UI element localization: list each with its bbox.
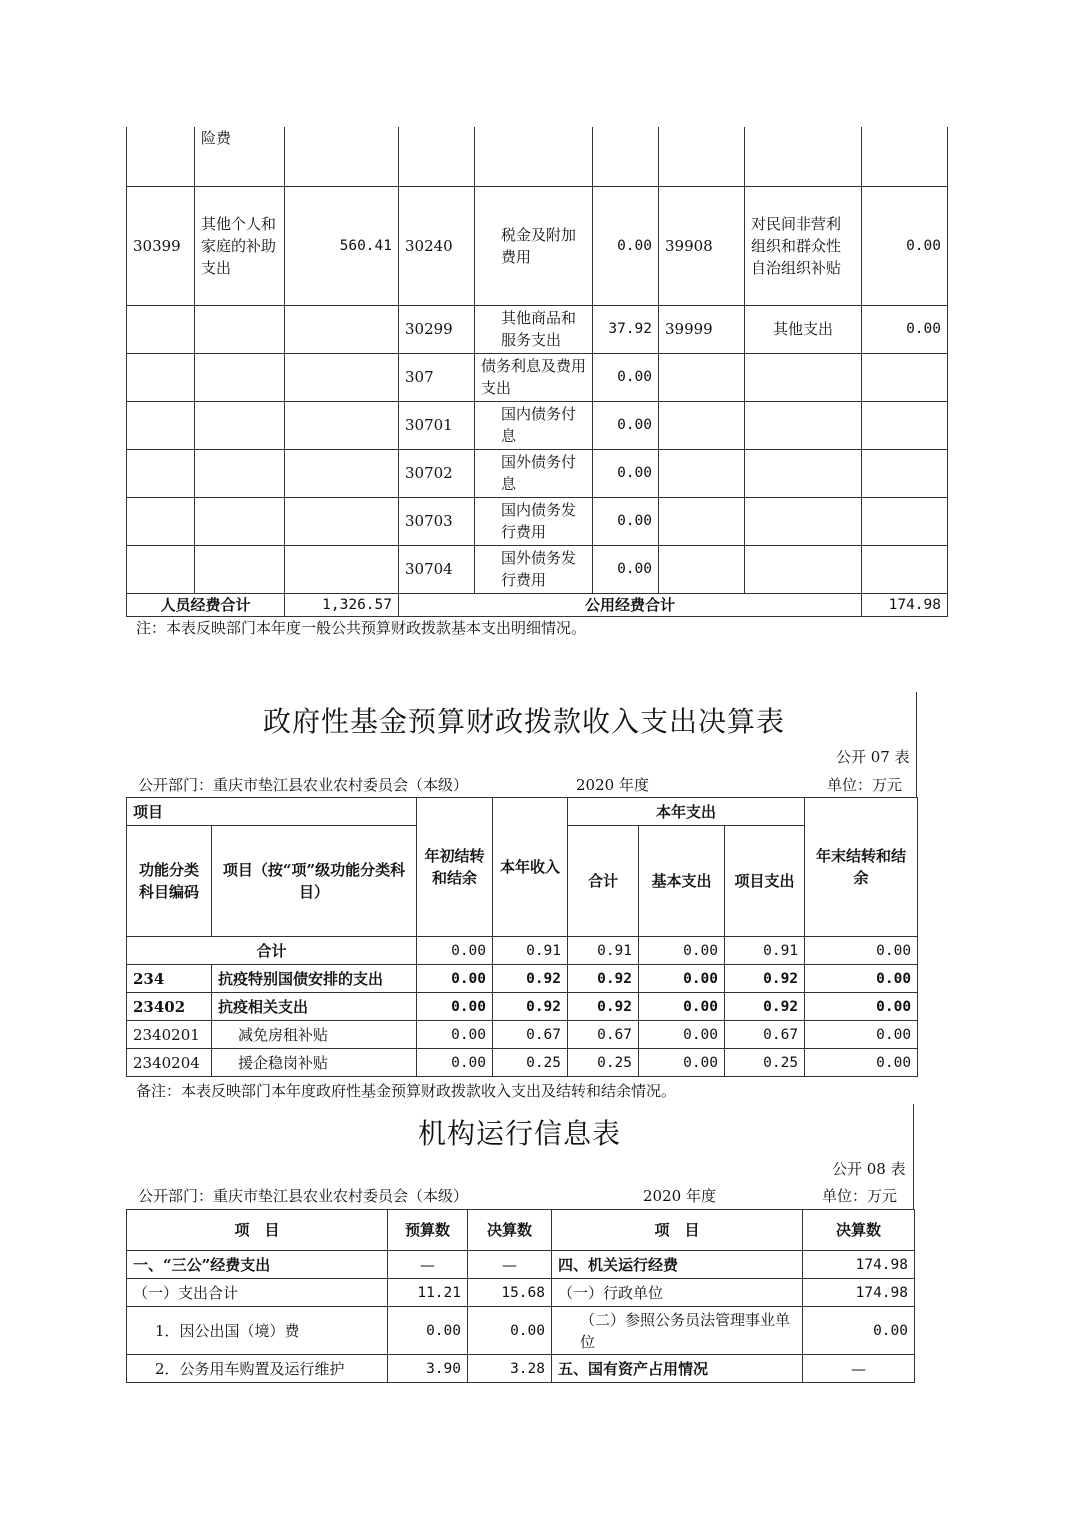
table-row (127, 186, 948, 305)
cell-begin: 0.00 (417, 1021, 493, 1049)
cell-begin: 0.00 (417, 993, 493, 1021)
header-budget: 预算数 (388, 1210, 468, 1251)
header-project: 项目支出 (725, 826, 805, 937)
header-final: 决算数 (468, 1210, 552, 1251)
table-row (127, 1355, 915, 1383)
personnel-total-value: 1,326.57 (285, 593, 399, 616)
cell-code (127, 545, 195, 593)
cell-item: 一、“三公”经费支出 (127, 1251, 388, 1279)
table-row (127, 993, 918, 1021)
cell-name: 债务利息及费用支出 (475, 353, 593, 401)
cell-total: 0.92 (568, 965, 639, 993)
cell-income: 0.67 (493, 1021, 568, 1049)
cell-name (195, 353, 285, 401)
cell-amount: 0.00 (593, 449, 659, 497)
cell-budget: 0.00 (388, 1307, 468, 1355)
cell-name: 抗疫特别国债安排的支出 (212, 965, 417, 993)
cell-amount: 0.00 (593, 186, 659, 305)
cell-item: 四、机关运行经费 (552, 1251, 803, 1279)
cell-begin: 0.00 (417, 1049, 493, 1077)
cell-amount (862, 353, 948, 401)
cell-income: 0.92 (493, 965, 568, 993)
cell-total: 0.67 (568, 1021, 639, 1049)
cell-name: 援企稳岗补贴 (212, 1049, 417, 1077)
cell-budget: — (388, 1251, 468, 1279)
cell-amount: 0.00 (593, 497, 659, 545)
cell-amount (285, 449, 399, 497)
table-number: 公开 07 表 (836, 748, 910, 766)
cell-begin: 0.00 (417, 965, 493, 993)
cell-name: 减免房租补贴 (212, 1021, 417, 1049)
table-row (127, 965, 918, 993)
cell-name: 抗疫相关支出 (212, 993, 417, 1021)
cell-end: 0.00 (805, 1049, 918, 1077)
cell-basic: 0.00 (639, 1021, 725, 1049)
cell-code: 30702 (399, 449, 475, 497)
header-income: 本年收入 (493, 798, 568, 937)
cell-item: （一）支出合计 (127, 1279, 388, 1307)
cell-final: 174.98 (803, 1279, 915, 1307)
cell-name (745, 497, 862, 545)
cell-name: 其他个人和家庭的补助支出 (195, 186, 285, 305)
cell-name (745, 401, 862, 449)
table-row (127, 1021, 918, 1049)
cell-name (745, 449, 862, 497)
cell-end: 0.00 (805, 937, 918, 965)
cell-item: 1．因公出国（境）费 (127, 1307, 388, 1355)
cell-code (127, 305, 195, 353)
total-label: 合计 (127, 937, 417, 965)
cell-amount (285, 127, 399, 186)
cell-code (659, 401, 745, 449)
cell-amount: 0.00 (593, 401, 659, 449)
cell-amount (285, 353, 399, 401)
cell-name (475, 127, 593, 186)
cell-code: 2340204 (127, 1049, 212, 1077)
cell-code (659, 449, 745, 497)
table-row (127, 127, 948, 186)
cell-project: 0.25 (725, 1049, 805, 1077)
cell-amount: 0.00 (593, 353, 659, 401)
cell-amount: 560.41 (285, 186, 399, 305)
table-row (127, 1307, 915, 1355)
cell-project: 0.92 (725, 993, 805, 1021)
cell-name: 国外债务付息 (475, 449, 593, 497)
cell-name: 税金及附加费用 (475, 186, 593, 305)
cell-item: 2．公务用车购置及运行维护 (127, 1355, 388, 1383)
cell-code: 30704 (399, 545, 475, 593)
cell-code: 30240 (399, 186, 475, 305)
cell-code (659, 353, 745, 401)
cell-income: 0.25 (493, 1049, 568, 1077)
cell-project: 0.67 (725, 1021, 805, 1049)
basic-expenditure-detail-table (126, 127, 948, 617)
header-expense: 本年支出 (568, 798, 805, 826)
cell-end: 0.00 (805, 993, 918, 1021)
cell-code (127, 401, 195, 449)
cell-amount (862, 449, 948, 497)
table-row (127, 449, 948, 497)
header-begin-balance: 年初结转和结余 (417, 798, 493, 937)
table-row (127, 937, 918, 965)
cell-final: — (803, 1355, 915, 1383)
header-name: 项目（按“项”级功能分类科目） (212, 826, 417, 937)
cell-amount: 0.00 (593, 545, 659, 593)
page-title: 机构运行信息表 (418, 1117, 622, 1150)
cell-end: 0.00 (805, 1021, 918, 1049)
cell-amount: 37.92 (593, 305, 659, 353)
cell-final: 174.98 (803, 1251, 915, 1279)
cell-name: 国外债务发行费用 (475, 545, 593, 593)
header-end-balance: 年末结转和结余 (805, 798, 918, 937)
table-row (127, 1251, 915, 1279)
table-note: 注：本表反映部门本年度一般公共预算财政拨款基本支出明细情况。 (136, 619, 587, 637)
cell-item: （二）参照公务员法管理事业单位 (552, 1307, 803, 1355)
cell-code: 39908 (659, 186, 745, 305)
cell-amount: 0.00 (862, 305, 948, 353)
cell-final: 3.28 (468, 1355, 552, 1383)
cell-name: 险费 (195, 127, 285, 186)
cell-code: 30399 (127, 186, 195, 305)
cell-name (195, 497, 285, 545)
cell-amount (593, 127, 659, 186)
table-number: 公开 08 表 (832, 1160, 906, 1178)
cell-code (659, 127, 745, 186)
public-total-label: 公用经费合计 (399, 593, 862, 616)
cell-end: 0.00 (805, 965, 918, 993)
cell-name (745, 545, 862, 593)
cell-final: 0.00 (468, 1307, 552, 1355)
cell-name: 其他商品和服务支出 (475, 305, 593, 353)
cell-name (195, 401, 285, 449)
cell-name (195, 545, 285, 593)
cell-code (659, 545, 745, 593)
cell-name (745, 353, 862, 401)
cell-budget: 11.21 (388, 1279, 468, 1307)
table-row (127, 401, 948, 449)
cell-code (127, 127, 195, 186)
cell-code: 30703 (399, 497, 475, 545)
year-label: 2020 年度 (576, 776, 649, 794)
cell-project: 0.91 (725, 937, 805, 965)
agency-operation-table (126, 1209, 915, 1383)
cell-begin: 0.00 (417, 937, 493, 965)
public-total-value: 174.98 (862, 593, 948, 616)
header-total: 合计 (568, 826, 639, 937)
unit-label: 单位：万元 (827, 776, 903, 794)
cell-basic: 0.00 (639, 937, 725, 965)
table-note: 备注：本表反映部门本年度政府性基金预算财政拨款收入支出及结转和结余情况。 (136, 1082, 677, 1100)
cell-amount: 0.00 (862, 186, 948, 305)
header-basic: 基本支出 (639, 826, 725, 937)
cell-code (127, 497, 195, 545)
header-item: 项目 (127, 798, 417, 826)
cell-name (195, 449, 285, 497)
cell-name: 国内债务发行费用 (475, 497, 593, 545)
cell-total: 0.91 (568, 937, 639, 965)
cell-project: 0.92 (725, 965, 805, 993)
cell-amount (862, 127, 948, 186)
cell-code (127, 353, 195, 401)
totals-row (127, 593, 948, 616)
table-row (127, 305, 948, 353)
cell-basic: 0.00 (639, 965, 725, 993)
cell-basic: 0.00 (639, 993, 725, 1021)
cell-code: 234 (127, 965, 212, 993)
cell-final: 15.68 (468, 1279, 552, 1307)
cell-total: 0.25 (568, 1049, 639, 1077)
cell-code: 30299 (399, 305, 475, 353)
table-row (127, 1279, 915, 1307)
year-label: 2020 年度 (643, 1187, 716, 1205)
cell-code (127, 449, 195, 497)
cell-code: 307 (399, 353, 475, 401)
cell-total: 0.92 (568, 993, 639, 1021)
cell-amount (862, 401, 948, 449)
cell-basic: 0.00 (639, 1049, 725, 1077)
cell-code (399, 127, 475, 186)
header-row (127, 798, 918, 826)
cell-name (745, 127, 862, 186)
header-code: 功能分类科目编码 (127, 826, 212, 937)
page-divider (913, 1104, 914, 1210)
cell-amount (862, 545, 948, 593)
cell-name (195, 305, 285, 353)
unit-label: 单位：万元 (822, 1187, 898, 1205)
cell-amount (285, 305, 399, 353)
cell-name: 对民间非营利组织和群众性自治组织补贴 (745, 186, 862, 305)
page-divider (916, 692, 917, 798)
cell-budget: 3.90 (388, 1355, 468, 1383)
header-row (127, 1210, 915, 1251)
cell-amount (285, 545, 399, 593)
cell-amount (285, 497, 399, 545)
department-label: 公开部门：重庆市垫江县农业农村委员会（本级） (138, 1187, 469, 1205)
cell-code: 23402 (127, 993, 212, 1021)
table-row (127, 545, 948, 593)
cell-amount (285, 401, 399, 449)
cell-item: （一）行政单位 (552, 1279, 803, 1307)
personnel-total-label: 人员经费合计 (127, 593, 285, 616)
header-final: 决算数 (803, 1210, 915, 1251)
cell-code: 39999 (659, 305, 745, 353)
table-row (127, 353, 948, 401)
cell-code: 2340201 (127, 1021, 212, 1049)
department-label: 公开部门：重庆市垫江县农业农村委员会（本级） (138, 776, 469, 794)
table-row (127, 1049, 918, 1077)
cell-final: — (468, 1251, 552, 1279)
government-fund-table (126, 797, 918, 1077)
cell-code: 30701 (399, 401, 475, 449)
header-item: 项 目 (127, 1210, 388, 1251)
cell-item: 五、国有资产占用情况 (552, 1355, 803, 1383)
table-row (127, 497, 948, 545)
cell-income: 0.91 (493, 937, 568, 965)
cell-final: 0.00 (803, 1307, 915, 1355)
cell-name: 其他支出 (745, 305, 862, 353)
cell-code (659, 497, 745, 545)
page-title: 政府性基金预算财政拨款收入支出决算表 (263, 705, 786, 738)
cell-name: 国内债务付息 (475, 401, 593, 449)
cell-amount (862, 497, 948, 545)
cell-income: 0.92 (493, 993, 568, 1021)
header-item: 项 目 (552, 1210, 803, 1251)
